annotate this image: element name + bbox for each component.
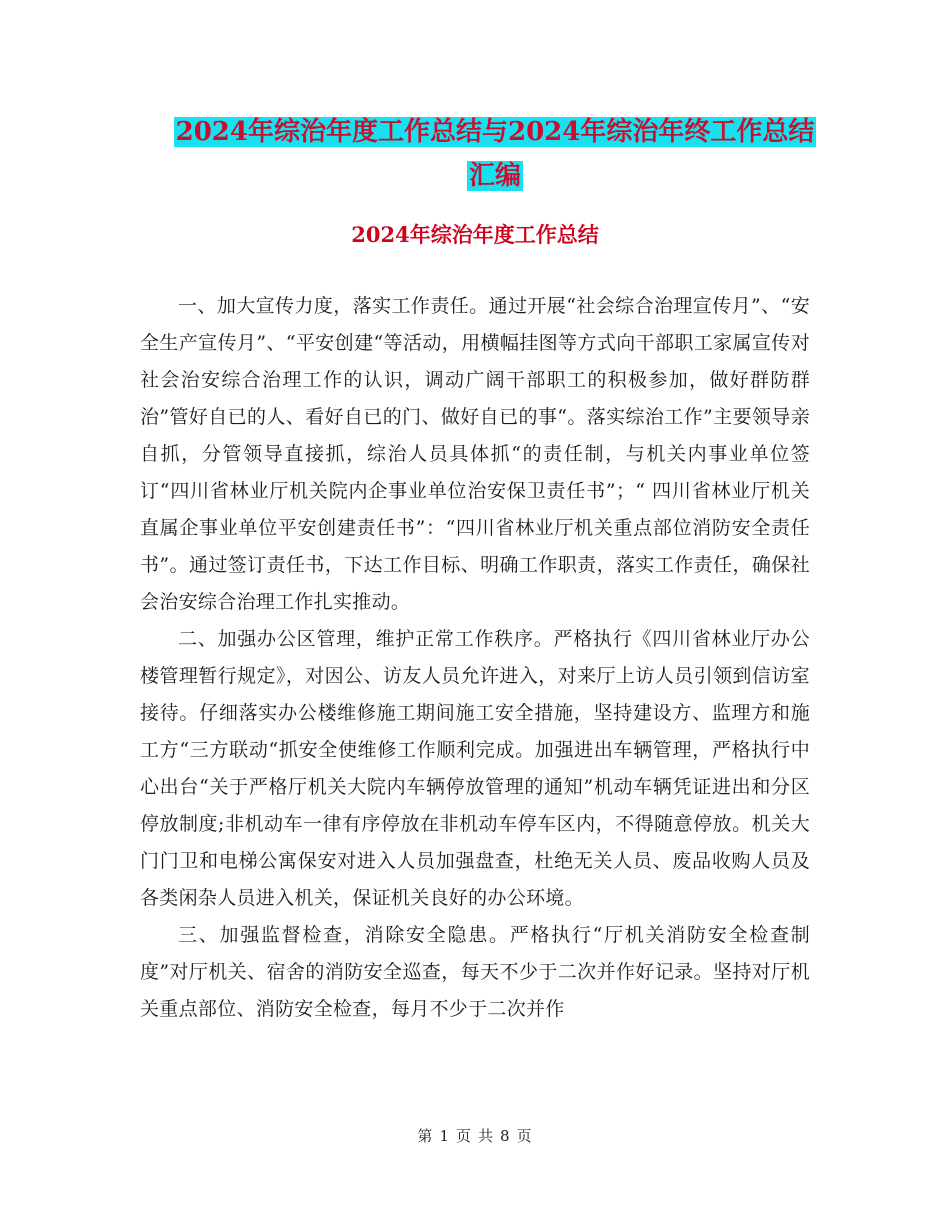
page-footer	[0, 1125, 950, 1146]
footer-total-label: 共	[478, 1127, 495, 1145]
document-body	[140, 288, 810, 1028]
document-title	[140, 110, 850, 198]
title-line-1: 2024年综治年度工作总结与2024年综治年终工作总结	[175, 117, 815, 147]
paragraph-1: 一、加大宣传力度，落实工作责任。通过开展“社会综合治理宣传月”、“安全生产宣传月”、“平安创建“等活动，用横幅挂图等方式向干部职工家属宣传对社会治安综合治理工作的认识，调动广阔干部职工的积极参加，做好群防群治”管好自已的人、看好自已的门、做好自已的事“。落实综治工作”主要领导亲自抓，分管领导直接抓，综治人员具体抓“的责任制，与机关内事业单位签订“四川省林业厅机关院内企事业单位治安保卫责任书”；“ 四川省林业厅机关直属企事业单位平安创建责任书”：“四川省林业厅机关重点部位消防安全责任书”。通过签订责任书，下达工作目标、明确工作职责，落实工作责任，确保社会治安综合治理工作扎实推动。	[140, 295, 810, 613]
paragraph-2: 二、加强办公区管理，维护正常工作秩序。严格执行《四川省林业厅办公楼管理暂行规定》，对因公、访友人员允许进入，对来厅上访人员引领到信访室接待。仔细落实办公楼维修施工期间施工安全措施，坚持建设方、监理方和施工方“三方联动“抓安全使维修工作顺利完成。加强进出车辆管理，严格执行中心出台“关于严格厅机关大院内车辆停放管理的通知”机动车辆凭证进出和分区停放制度;非机动车一律有序停放在非机动车停车区内，不得随意停放。机关大门门卫和电梯公寓保安对进入人员加强盘查，杜绝无关人员、废品收购人员及各类闲杂人员进入机关，保证机关良好的办公环境。	[140, 628, 810, 909]
footer-prefix: 第	[417, 1127, 434, 1145]
footer-page-number: 1	[439, 1127, 450, 1145]
footer-total-pages: 8	[500, 1127, 511, 1145]
paragraph-3: 三、加强监督检查，消除安全隐患。严格执行“厅机关消防安全检查制度”对厅机关、宿舍的消防安全巡查，每天不少于二次并作好记录。坚持对厅机关重点部位、消防安全检查，每月不少于二次并作	[140, 924, 810, 1020]
footer-suffix: 页	[516, 1127, 533, 1145]
footer-page-label: 页	[455, 1127, 472, 1145]
section-heading: 2024年综治年度工作总结	[351, 222, 599, 247]
title-line-2: 汇编	[468, 161, 521, 191]
